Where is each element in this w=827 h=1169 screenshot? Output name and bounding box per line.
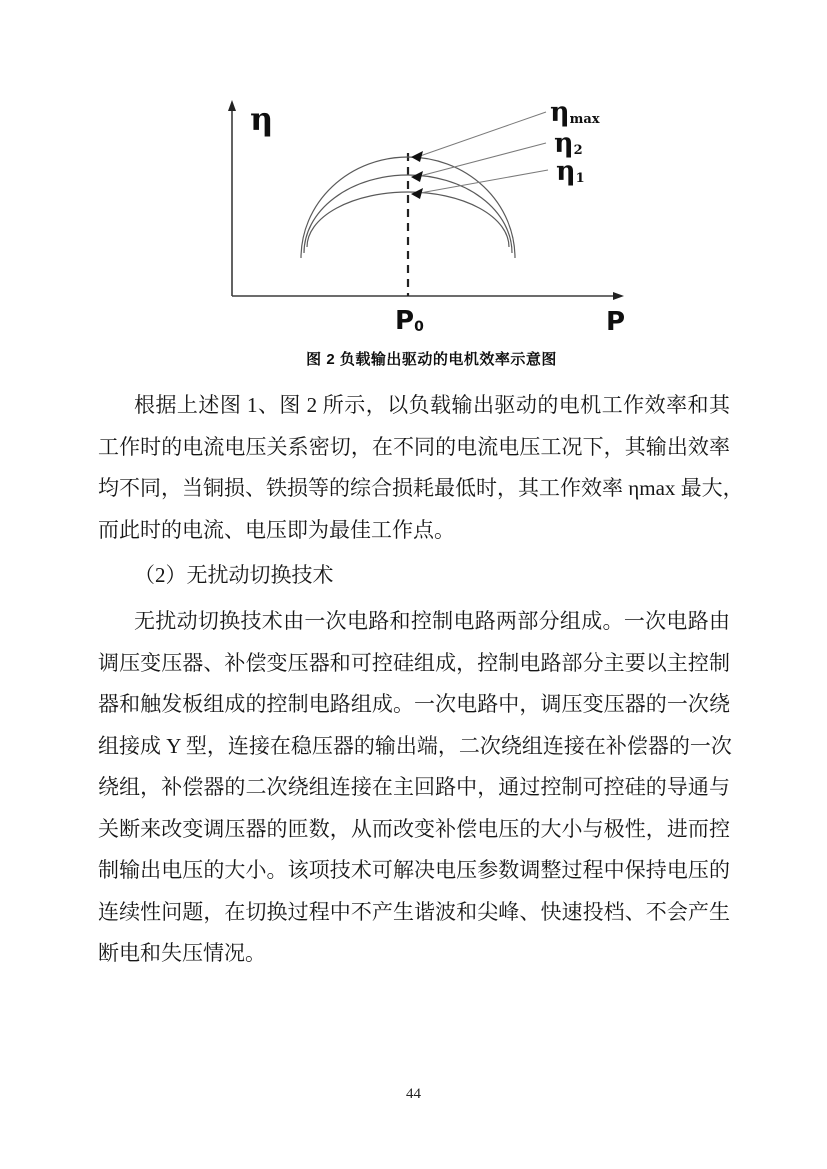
text-line: 根据上述图 1、图 2 所示，以负载输出驱动的电机工作效率和其 [134,393,730,417]
x-axis-arrow-icon [613,292,624,300]
text-line: 工作时的电流电压关系密切，在不同的电流电压工况下，其输出效率 [98,434,730,459]
y-axis-label: η [250,100,274,138]
text-line: 制输出电压的大小。该项技术可解决电压参数调整过程中保持电压的 [98,858,730,882]
text-line: 无扰动切换技术由一次电路和控制电路两部分组成。一次电路由 [134,609,730,633]
text-line: 调压变压器、补偿变压器和可控硅组成，控制电路部分主要以主控制 [98,650,730,675]
text-line: 而此时的电流、电压即为最佳工作点。 [98,517,455,542]
arrowhead-eta-1-icon [411,188,423,199]
text-line: 均不同，当铜损、铁损等的综合损耗最低时，其工作效率 ηmax 最大， [98,476,744,500]
figure-caption: 图 2 负载输出驱动的电机效率示意图 [306,351,557,368]
text-line: 组接成 Y 型，连接在稳压器的输出端，二次绕组连接在补偿器的一次 [98,733,732,758]
figure-efficiency-diagram [220,96,640,342]
y-axis-arrow-icon [228,100,236,111]
text-line: 断电和失压情况。 [98,941,266,965]
text-line: 关断来改变调压器的匝数，从而改变补偿电压的大小与极性，进而控 [98,816,730,841]
leader-line-eta-2 [420,143,546,176]
x-axis-label: P [606,307,626,337]
origin-marker-label: P0 [395,306,424,336]
text-line: 器和触发板组成的控制电路组成。一次电路中，调压变压器的一次绕 [98,692,730,716]
leader-line-eta-max [420,112,546,156]
eta-1-label: η1 [556,156,585,187]
heading-text: （2）无扰动切换技术 [134,563,334,587]
paragraph [98,601,730,975]
eta-max-label: ηmax [550,97,600,128]
section-heading [98,555,730,597]
page-number: 44 [406,1086,421,1102]
arrowhead-eta-max-icon [411,151,423,162]
leader-line-eta-1 [420,170,548,193]
paragraph [98,385,744,551]
text-line: 连续性问题，在切换过程中不产生谐波和尖峰、快速投档、不会产生 [98,899,730,924]
arrowhead-eta-2-icon [411,171,423,182]
eta-2-label: η2 [554,128,583,159]
text-line: 绕组，补偿器的二次绕组连接在主回路中，通过控制可控硅的导通与 [98,775,730,799]
